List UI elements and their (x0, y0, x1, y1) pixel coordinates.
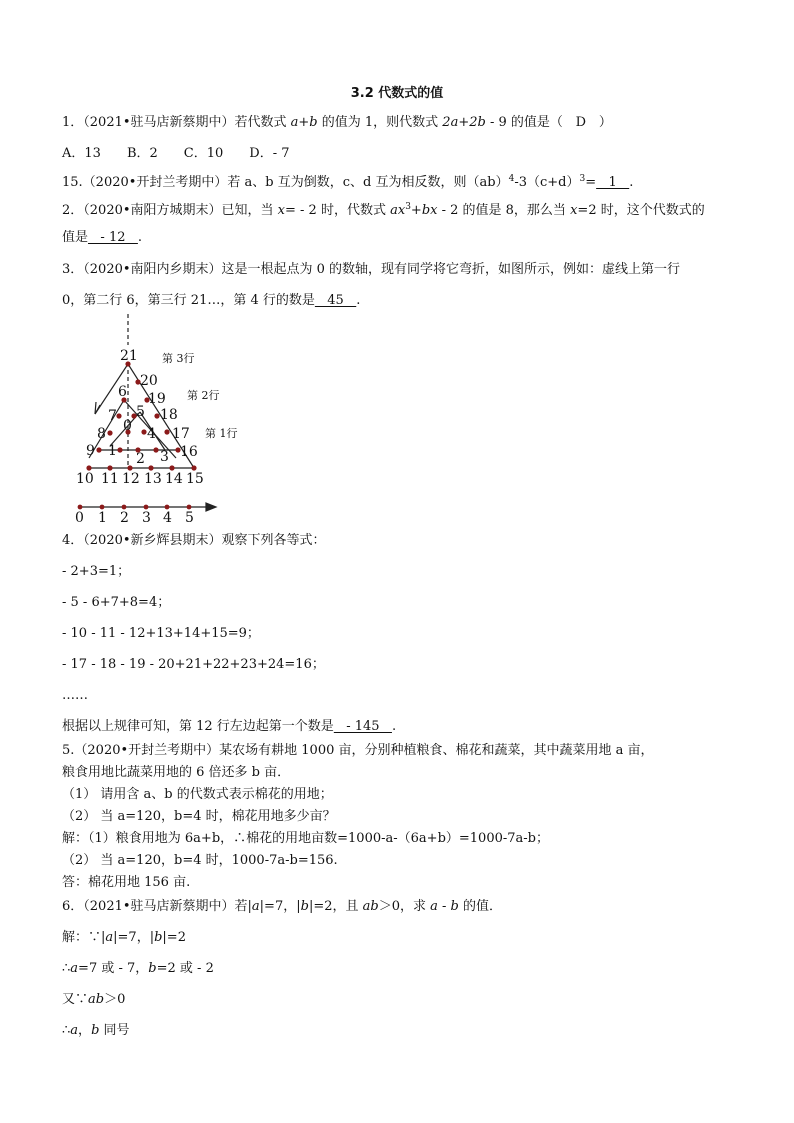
dot-4 (141, 429, 146, 434)
q6-solution-1 (62, 929, 186, 947)
dot-13 (148, 465, 153, 470)
question-5: 5.（2020•开封兰考期中）某农场有耕地 1000 亩，分别种植粮食、棉花和蔬菜，其中蔬菜用地 a 亩， (62, 743, 654, 758)
label-12: 12 (122, 471, 140, 487)
tick-label-0: 0 (75, 510, 84, 524)
q2-text-e: 值是 (62, 230, 89, 245)
q6-var-b: b (300, 899, 309, 914)
label-9: 9 (86, 443, 95, 459)
tick-dot-0 (78, 505, 83, 510)
tick-label-4: 4 (163, 510, 172, 524)
label-13: 13 (144, 471, 162, 487)
q15-exp1: 4 (508, 174, 515, 184)
q6-s4-var-b: b (91, 1023, 100, 1038)
tick-dot-1 (100, 505, 105, 510)
q6-text-c: |=2，且 (308, 899, 363, 914)
q6-solution-4 (62, 1022, 130, 1040)
question-3: 3．（2020•南阳内乡期末）这是一根起点为 0 的数轴，现有同学将它弯折，如图所示，例如：虚线上第一行 (62, 262, 681, 277)
q1-expr1: a+b (290, 115, 318, 130)
q2-text-d: =2 时，这个代数式的 (577, 203, 705, 218)
dot-1 (117, 447, 122, 452)
q3-text: 0，第二行 6，第三行 21…，第 4 行的数是 (62, 293, 315, 308)
q4-answer: - 145 (333, 719, 392, 734)
q4-eq-1: - 2+3=1； (62, 564, 131, 579)
tick-label-3: 3 (142, 510, 151, 524)
q1-answer: D (575, 115, 587, 130)
question-4: 4．（2020•新乡辉县期末）观察下列各等式： (62, 533, 326, 548)
q1-text: 1．（2021•驻马店新蔡期中）若代数式 (62, 115, 291, 130)
q6-text-e: 的值． (458, 899, 502, 914)
q15-text3: = (585, 175, 597, 190)
label-2: 2 (136, 451, 145, 467)
q5-answer: 答：棉花用地 156 亩. (62, 875, 191, 890)
q6-s2-a: ∴ (62, 961, 71, 976)
q6-s2-b: =7 或 - 7， (78, 961, 149, 976)
label-21: 21 (120, 348, 138, 364)
q3-line2 (62, 292, 360, 310)
q6-s3-a: 又∵ (62, 992, 89, 1007)
q2-end: . (137, 230, 143, 245)
q1-option-d: D．- 7 (249, 146, 290, 161)
row-label-3: 第 3行 (162, 352, 195, 365)
q1-text-mid: 的值为 1，则代数式 (317, 115, 443, 130)
dot-15 (191, 465, 196, 470)
label-11: 11 (101, 471, 119, 487)
q6-text-b: |=7，| (259, 899, 301, 914)
q15-end: . (629, 175, 634, 190)
label-3: 3 (160, 449, 169, 465)
q6-s1-c: |=2 (162, 930, 186, 945)
q4-eq-4: - 17 - 18 - 19 - 20+21+22+23+24=16； (62, 657, 325, 672)
row-label-2: 第 2行 (187, 389, 220, 402)
q6-solution-2 (62, 960, 214, 978)
label-7: 7 (108, 408, 117, 424)
axis-arrow (206, 503, 216, 511)
q3-answer: 45 (314, 293, 357, 308)
q2-answer: - 12 (88, 230, 138, 245)
q6-s2-c: =2 或 - 2 (156, 961, 214, 976)
q4-eq-3: - 10 - 11 - 12+13+14+15=9； (62, 626, 260, 641)
q6-var-a: a (251, 899, 260, 914)
page-title: 3.2 代数式的值 (350, 86, 444, 101)
bent-number-line-figure (62, 312, 262, 524)
row-label-1: 第 1行 (205, 427, 238, 440)
q6-s4-c: 同号 (99, 1023, 130, 1038)
question-1 (62, 114, 612, 132)
q2-x2: x (570, 203, 578, 218)
q6-s2-var-a: a (70, 961, 79, 976)
label-17: 17 (172, 426, 190, 442)
q6-s3-b: ＞0 (104, 992, 126, 1007)
tick-dot-2 (122, 505, 127, 510)
q4-eq-2: - 5 - 6+7+8=4； (62, 595, 171, 610)
q5-solution-2: （2） 当 a=120，b=4 时，1000-7a-b=156. (62, 853, 338, 868)
dot-14 (169, 465, 174, 470)
label-19: 19 (148, 391, 166, 407)
q1-expr2: 2a+2b (442, 115, 486, 130)
dot-17 (164, 429, 169, 434)
q5-sub1: （1） 请用含 a、b 的代数式表示棉花的用地； (62, 787, 333, 802)
q4-end: . (391, 719, 397, 734)
q1-option-a: A．13 (62, 146, 101, 161)
label-20: 20 (140, 373, 158, 389)
label-16: 16 (180, 444, 198, 460)
q1-close: ） (598, 115, 612, 130)
dot-8 (107, 430, 112, 435)
q2-line2 (62, 229, 142, 247)
tick-dot-3 (144, 505, 149, 510)
q1-option-b: B．2 (126, 146, 158, 161)
dot-9 (96, 447, 101, 452)
label-1: 1 (108, 443, 117, 459)
dot-18 (154, 413, 159, 418)
q2-expr-b: +bx (410, 203, 438, 218)
q2-expr-a: ax (390, 203, 406, 218)
dot-11 (107, 465, 112, 470)
tick-label-5: 5 (185, 510, 194, 524)
q6-text-a: 6．（2021•驻马店新蔡期中）若| (62, 899, 252, 914)
q2-x1: x (277, 203, 285, 218)
tick-dot-4 (165, 505, 170, 510)
q15-answer: 1 (596, 175, 630, 190)
q6-s2-var-b: b (148, 961, 157, 976)
q6-s4-b: ， (78, 1023, 92, 1038)
q2-text-b: = - 2 时，代数式 (285, 203, 391, 218)
q5-solution-1: 解：（1）粮食用地为 6a+b，∴棉花的用地亩数=1000-a-（6a+b）=1000-7a-b； (62, 831, 549, 846)
question-2 (62, 198, 705, 220)
q6-s1-a: 解：∵| (62, 930, 106, 945)
dot-7 (116, 413, 121, 418)
q6-s4-a: ∴ (62, 1023, 71, 1038)
label-15: 15 (186, 471, 204, 487)
q1-options (62, 145, 316, 163)
q5-line2: 粮食用地比蔬菜用地的 6 倍还多 b 亩． (62, 765, 291, 780)
label-4: 4 (147, 426, 156, 442)
tick-label-2: 2 (120, 510, 129, 524)
label-14: 14 (165, 471, 183, 487)
q1-option-c: C．10 (183, 146, 224, 161)
q6-s1-b: |=7，| (113, 930, 155, 945)
q6-var-ab: ab (362, 899, 379, 914)
q6-s3-var-ab: ab (88, 992, 105, 1007)
q15-text2: -3（c+d） (514, 175, 580, 190)
q6-text-d: ＞0，求 (378, 899, 431, 914)
label-10: 10 (76, 471, 94, 487)
dot-10 (86, 465, 91, 470)
q2-text-c: - 2 的值是 8，那么当 (437, 203, 571, 218)
label-6: 6 (118, 384, 127, 400)
label-5: 5 (136, 404, 145, 420)
question-15 (62, 170, 633, 192)
q6-solution-3 (62, 991, 125, 1009)
q15-text1: 15.（2020•开封兰考期中）若 a、b 互为倒数，c、d 互为相反数，则（ab） (62, 175, 509, 190)
dot-12 (127, 465, 132, 470)
q1-text-suffix: - 9 的值是（ (485, 115, 563, 130)
q3-end: . (356, 293, 361, 308)
q2-exp: 3 (405, 202, 411, 212)
label-0: 0 (123, 418, 132, 434)
q6-s4-var-a: a (70, 1023, 79, 1038)
question-6 (62, 898, 502, 916)
label-18: 18 (160, 407, 178, 423)
q4-dots: …… (62, 688, 88, 703)
q15-exp2: 3 (579, 174, 586, 184)
label-8: 8 (97, 426, 106, 442)
tick-dot-5 (187, 505, 192, 510)
q5-sub2: （2） 当 a=120，b=4 时，棉花用地多少亩？ (62, 809, 336, 824)
tick-label-1: 1 (98, 510, 107, 524)
q2-text-a: 2．（2020•南阳方城期末）已知，当 (62, 203, 278, 218)
q6-expr-amb: a - b (430, 899, 459, 914)
q6-s1-var-a: a (105, 930, 114, 945)
q4-conclusion (62, 718, 396, 736)
q6-s1-var-b: b (154, 930, 163, 945)
q4-conclusion-text: 根据以上规律可知，第 12 行左边起第一个数是 (62, 719, 334, 734)
dot-3 (153, 447, 158, 452)
